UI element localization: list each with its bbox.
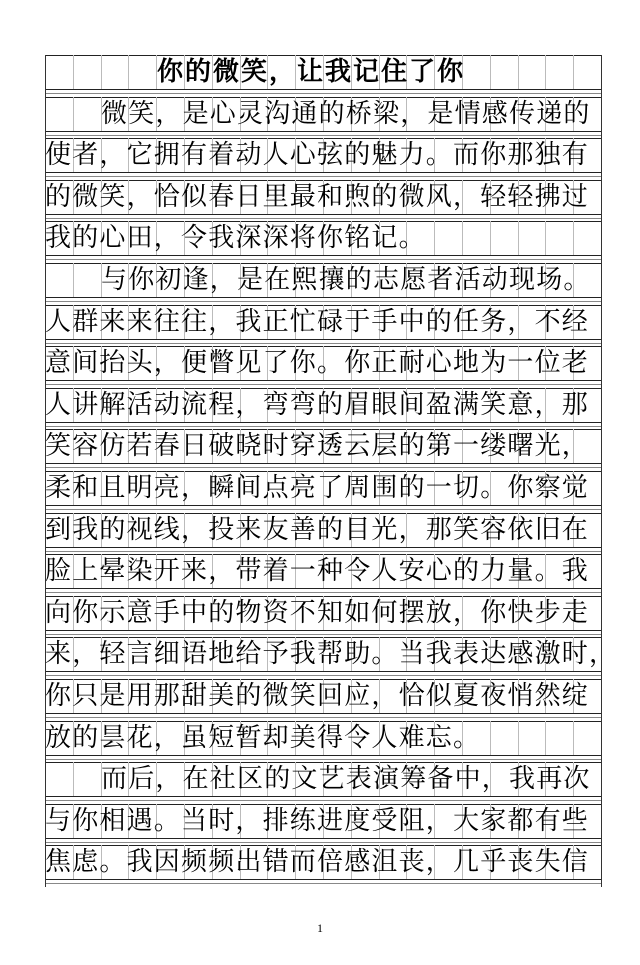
rule-line	[45, 89, 601, 90]
rule-line	[45, 297, 601, 298]
rule-line-thin	[45, 384, 601, 385]
rule-line-thin	[45, 176, 601, 177]
essay-line: 来，轻言细语地给予我帮助。当我表达感激时，	[45, 639, 617, 670]
rule-line	[45, 422, 601, 423]
rule-line	[45, 380, 601, 381]
rule-line	[45, 131, 601, 132]
rule-line-thin	[45, 717, 601, 718]
rule-line-thin	[45, 592, 601, 593]
rule-line-thin	[45, 343, 601, 344]
rule-line-thin	[45, 551, 601, 552]
essay-line: 脸上晕染开来，带着一种令人安心的力量。我	[45, 556, 590, 587]
essay-title: 你的微笑，让我记住了你	[157, 57, 466, 87]
essay-line: 人讲解活动流程，弯弯的眉眼间盈满笑意，那	[45, 389, 590, 420]
essay-line: 我的心田，令我深深将你铭记。	[45, 223, 426, 254]
rule-line-thin	[45, 426, 601, 427]
essay-line: 使者，它拥有着动人心弦的魅力。而你那独有	[45, 140, 590, 171]
rule-line	[45, 879, 601, 880]
essay-line: 与你初逢，是在熙攘的志愿者活动现场。	[101, 265, 591, 295]
essay-line: 而后，在社区的文艺表演筹备中，我再次	[101, 764, 591, 795]
rule-line-thin	[45, 842, 601, 843]
rule-line-thin	[45, 634, 601, 635]
rule-line-thin	[45, 509, 601, 510]
rule-line-thin	[45, 93, 601, 94]
rule-line	[45, 755, 601, 756]
rule-line	[45, 838, 601, 839]
rule-line	[45, 796, 601, 797]
essay-line: 到我的视线，投来友善的目光，那笑容依旧在	[45, 514, 590, 545]
rule-line	[45, 172, 601, 173]
rule-line	[45, 671, 601, 672]
rule-line	[45, 630, 601, 631]
rule-line	[45, 505, 601, 506]
essay-line: 焦虑。我因频频出错而倍感沮丧，几乎丧失信	[45, 847, 590, 878]
essay-line: 与你相遇。当时，排练进度受阻，大家都有些	[45, 805, 590, 836]
essay-line: 笑容仿若春日破晓时穿透云层的第一缕曙光，	[45, 431, 590, 462]
essay-line: 人群来来往往，我正忙碌于手中的任务，不经	[45, 306, 590, 337]
rule-line-thin	[45, 467, 601, 468]
rule-line-thin	[45, 259, 601, 260]
rule-line	[45, 255, 601, 256]
rule-line-thin	[45, 218, 601, 219]
essay-line: 的微笑，恰似春日里最和煦的微风，轻轻拂过	[45, 181, 590, 212]
rule-line-thin	[45, 135, 601, 136]
rule-line	[45, 214, 601, 215]
rule-line	[45, 463, 601, 464]
rule-line-thin	[45, 883, 601, 884]
essay-line: 放的昙花，虽短暂却美得令人难忘。	[45, 722, 481, 753]
rule-line	[45, 588, 601, 589]
rule-line-thin	[45, 301, 601, 302]
rule-line	[45, 547, 601, 548]
essay-line: 微笑，是心灵沟通的桥梁，是情感传递的	[101, 98, 591, 129]
essay-line: 向你示意手中的物资不知如何摆放，你快步走	[45, 597, 590, 628]
essay-line: 柔和且明亮，瞬间点亮了周围的一切。你察觉	[45, 473, 590, 503]
page-number: 1	[317, 921, 323, 935]
essay-line: 意间抬头，便瞥见了你。你正耐心地为一位老	[45, 348, 590, 379]
rule-line-thin	[45, 800, 601, 801]
rule-line-thin	[45, 759, 601, 760]
rule-line-thin	[45, 675, 601, 676]
rule-line	[45, 339, 601, 340]
rule-line	[45, 713, 601, 714]
essay-line: 你只是用那甜美的微笑回应，恰似夏夜悄然绽	[45, 681, 590, 711]
